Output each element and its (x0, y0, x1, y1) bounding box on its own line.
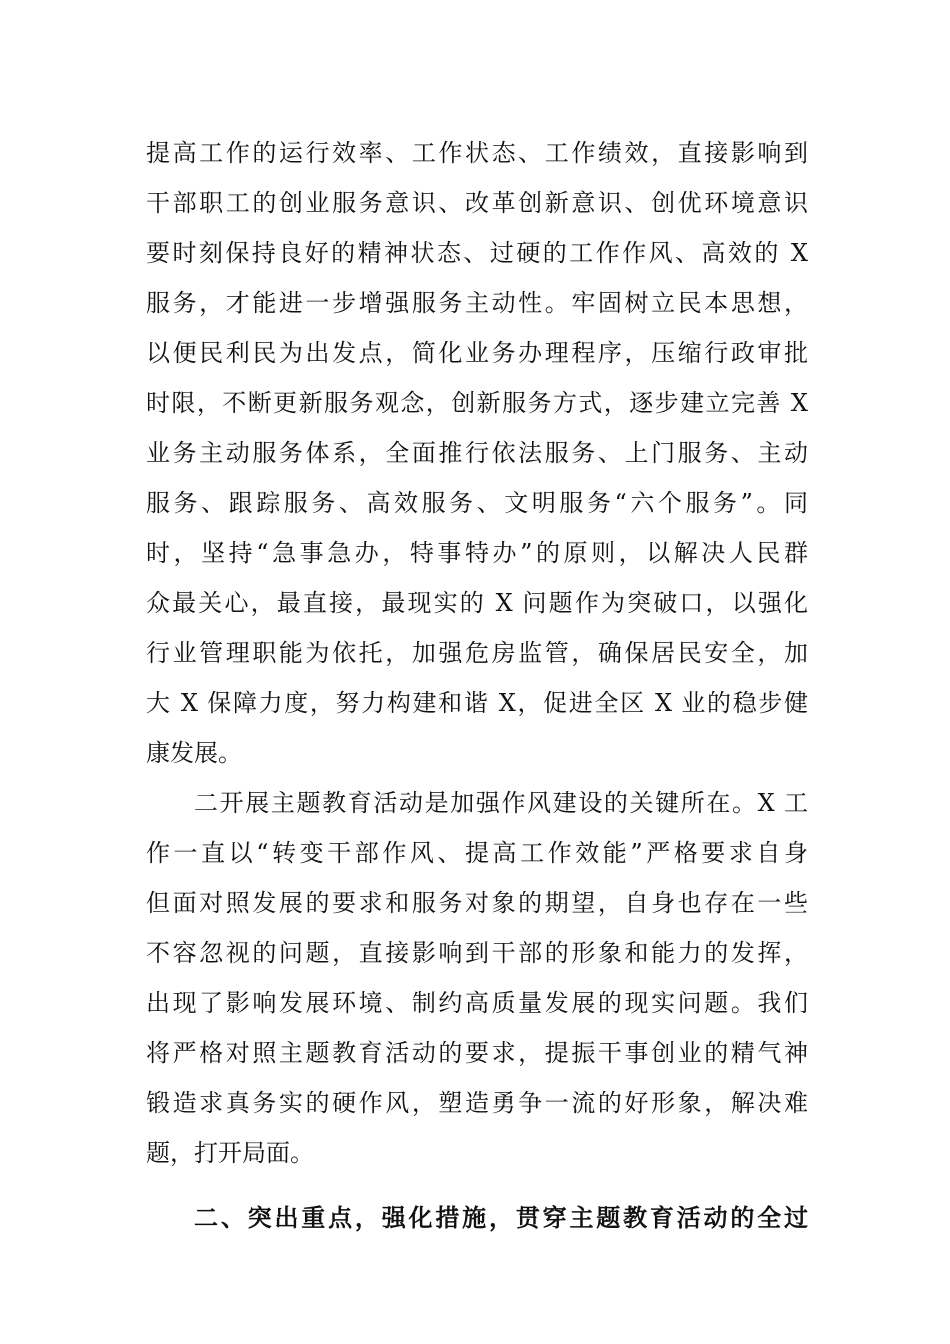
text-line: 以便民利民为出发点，简化业务办理程序，压缩行政审批 (146, 339, 808, 367)
text-line: 锻造求真务实的硬作风，塑造勇争一流的好形象，解决难 (146, 1089, 808, 1117)
text-line: 不容忽视的问题，直接影响到干部的形象和能力的发挥， (146, 939, 808, 967)
text-line: 业务主动服务体系，全面推行依法服务、上门服务、主动 (146, 439, 808, 467)
text-line: 要时刻保持良好的精神状态、过硬的工作作风、高效的 X (146, 239, 808, 267)
section-heading: 二、突出重点，强化措施，贯穿主题教育活动的全过 (194, 1204, 808, 1232)
text-line: 作一直以“转变干部作风、提高工作效能”严格要求自身 (146, 839, 808, 867)
text-line: 但面对照发展的要求和服务对象的期望，自身也存在一些 (146, 889, 808, 917)
text-line: 行业管理职能为依托，加强危房监管，确保居民安全，加 (146, 639, 808, 667)
text-line: 服务，才能进一步增强服务主动性。牢固树立民本思想， (146, 289, 808, 317)
text-line: 康发展。 (146, 739, 242, 767)
text-line: 大 X 保障力度，努力构建和谐 X，促进全区 X 业的稳步健 (146, 689, 808, 717)
text-line: 干部职工的创业服务意识、改革创新意识、创优环境意识 (146, 189, 808, 217)
paragraph-2 (146, 778, 808, 1178)
text-line: 将严格对照主题教育活动的要求，提振干事创业的精气神 (146, 1039, 808, 1067)
text-line: 时限，不断更新服务观念，创新服务方式，逐步建立完善 X (146, 389, 808, 417)
text-line: 出现了影响发展环境、制约高质量发展的现实问题。我们 (146, 989, 808, 1017)
text-line: 众最关心，最直接，最现实的 X 问题作为突破口，以强化 (146, 589, 808, 617)
paragraph-1 (146, 128, 808, 778)
text-line: 提高工作的运行效率、工作状态、工作绩效，直接影响到 (146, 139, 808, 167)
document-body (146, 128, 808, 1243)
text-line: 服务、跟踪服务、高效服务、文明服务“六个服务”。同 (146, 489, 808, 517)
text-line: 题，打开局面。 (146, 1139, 314, 1167)
text-line: 时，坚持“急事急办，特事特办”的原则，以解决人民群 (146, 539, 808, 567)
text-line: 二开展主题教育活动是加强作风建设的关键所在。X 工 (194, 789, 808, 817)
